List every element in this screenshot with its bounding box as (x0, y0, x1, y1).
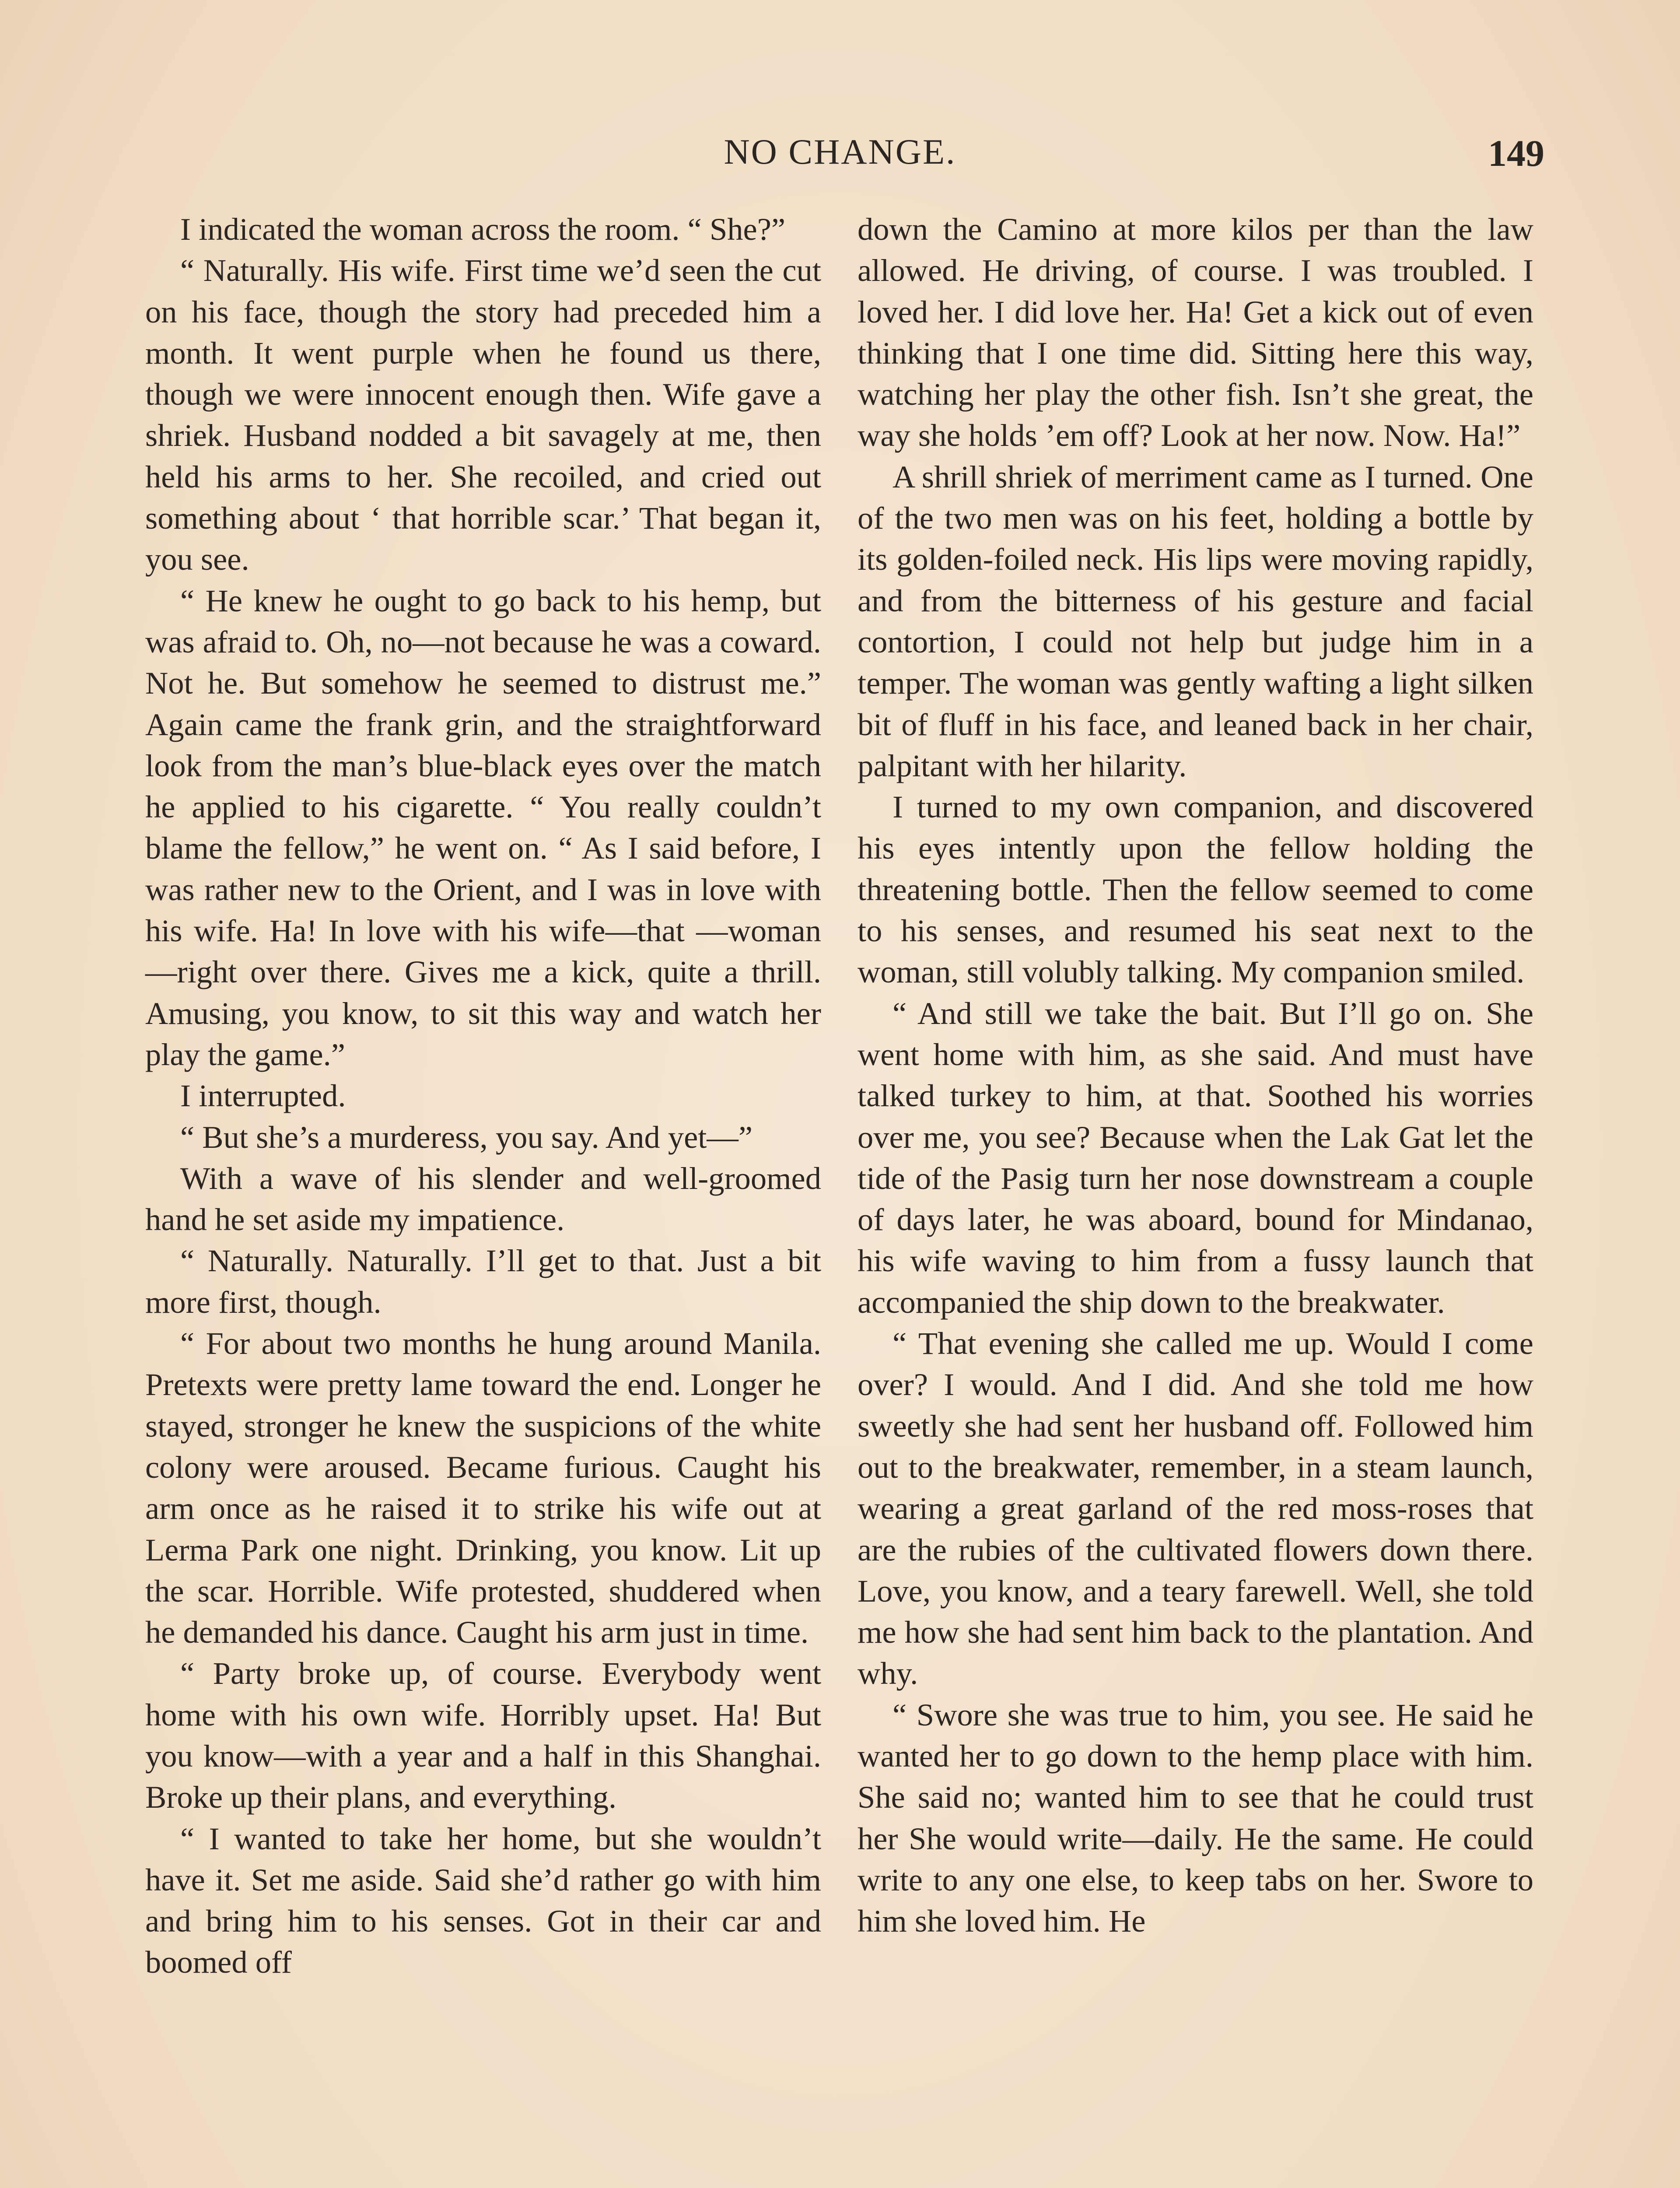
paragraph: I interrupted. (180, 1078, 346, 1114)
paragraph: I turned to my own companion, and discovered his eyes intently upon the fellow holding the threatening bottle. Then the fellow seemed to come to his senses, and resumed his seat next to the woman, still volubly talking. My companion smiled. (858, 789, 1533, 990)
paragraph: “ Swore she was true to him, you see. He said he wanted her to go down to the hemp place with him. She said no; wanted him to see that he could trust her She would write—daily. He the same. He could write to any one else, to keep tabs on her. Swore to him she loved him. He (858, 1697, 1533, 1939)
paragraph: With a wave of his slender and well-groomed hand he set aside my impatience. (145, 1160, 821, 1238)
running-head-title: NO CHANGE. (724, 132, 956, 172)
paragraph: “ Party broke up, of course. Everybody went home with his own wife. Horribly upset. Ha! But you know—with a year and a half in this Shanghai. Broke up their plans, and everything. (145, 1655, 821, 1815)
right-text-column (858, 209, 1533, 1942)
paragraph: down the Camino at more kilos per than the law allowed. He driving, of course. I was troubled. I loved her. I did love her. Ha! Get a kick out of even thinking that I one time did. Sitting here this way, watching her play the other fish. Isn’t she great, the way she holds ’em off? Look at her now. Now. Ha!” (858, 211, 1533, 453)
paragraph: “ For about two months he hung around Manila. Pretexts were pretty lame toward the end. Longer he stayed, stronger he knew the suspicions of the white colony were aroused. Became furious. Caught his arm once as he raised it to strike his wife out at Lerma Park one night. Drinking, you know. Lit up the scar. Horrible. Wife protested, shuddered when he demanded his dance. Caught his arm just in time. (145, 1325, 821, 1650)
left-text-column (145, 209, 821, 1983)
paragraph: “ Naturally. Naturally. I’ll get to that. Just a bit more first, though. (145, 1243, 821, 1320)
page-number: 149 (1488, 132, 1544, 174)
paragraph: “ And still we take the bait. But I’ll go on. She went home with him, as she said. And must have talked turkey to him, at that. Soothed his worries over me, you see? Because when the Lak Gat let the tide of the Pasig turn her nose downstream a couple of days later, he was aboard, bound for Mindanao, his wife waving to him from a fussy launch that accompanied the ship down to the breakwater. (858, 995, 1533, 1320)
paragraph: “ But she’s a murderess, you say. And yet—” (180, 1119, 753, 1155)
paragraph: “ Naturally. His wife. First time we’d seen the cut on his face, though the story had preceded him a month. It went purple when he found us there, though we were innocent enough then. Wife gave a shriek. Husband nodded a bit savagely at me, then held his arms to her. She recoiled, and cried out something about ‘ that horrible scar.’ That began it, you see. (145, 252, 821, 577)
paragraph: “ He knew he ought to go back to his hemp, but was afraid to. Oh, no—not because he was a coward. Not he. But somehow he seemed to distrust me.” Again came the frank grin, and the straightforward look from the man’s blue-black eyes over the match he applied to his cigarette. “ You really couldn’t blame the fellow,” he went on. “ As I said before, I was rather new to the Orient, and I was in love with his wife. Ha! In love with his wife—that —woman—right over there. Gives me a kick, quite a thrill. Amusing, you know, to sit this way and watch her play the game.” (145, 582, 821, 1072)
paragraph: I indicated the woman across the room. “ She?” (180, 211, 786, 247)
paragraph: “ I wanted to take her home, but she wouldn’t have it. Set me aside. Said she’d rather go with him and bring him to his senses. Got in their car and boomed off (145, 1820, 821, 1980)
paragraph: A shrill shriek of merriment came as I turned. One of the two men was on his feet, holding a bottle by its golden-foiled neck. His lips were moving rapidly, and from the bitterness of his gesture and facial contortion, I could not help but judge him in a temper. The woman was gently wafting a light silken bit of fluff in his face, and leaned back in her chair, palpitant with her hilarity. (858, 459, 1533, 783)
paragraph: “ That evening she called me up. Would I come over? I would. And I did. And she told me how sweetly she had sent her husband off. Followed him out to the breakwater, remember, in a steam launch, wearing a great garland of the red moss-roses that are the rubies of the cultivated flowers down there. Love, you know, and a teary farewell. Well, she told me how she had sent him back to the plantation. And why. (858, 1325, 1533, 1691)
